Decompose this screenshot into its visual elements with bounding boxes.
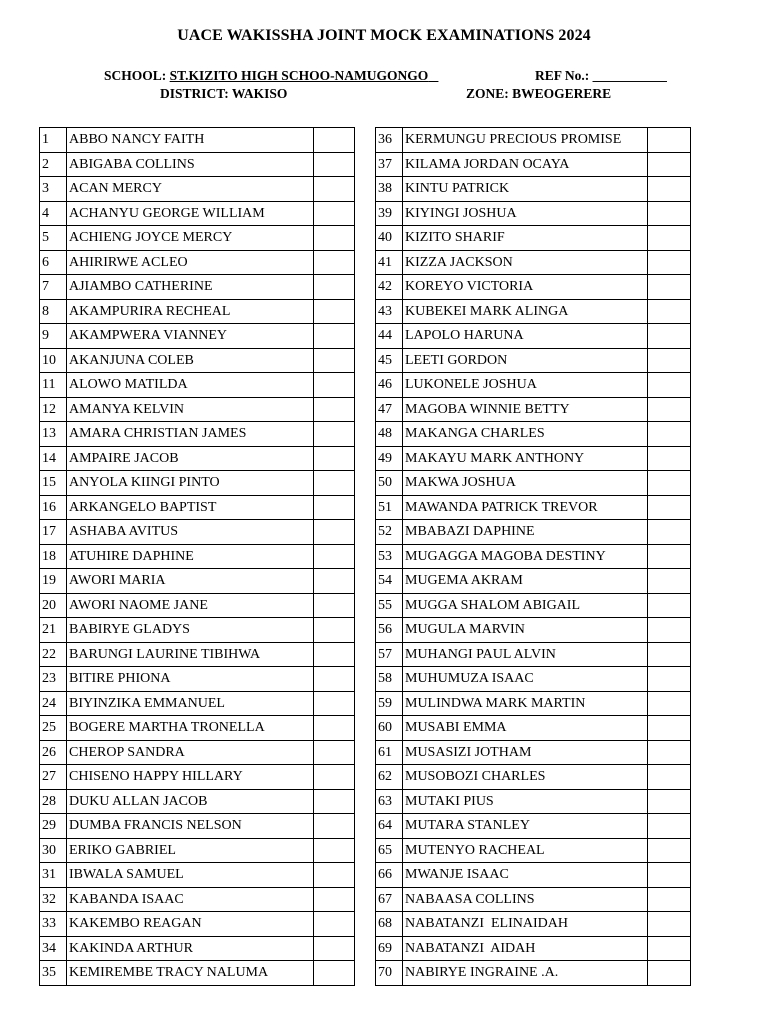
student-number: 57 [376, 642, 403, 667]
table-row [376, 397, 691, 422]
table-row [40, 667, 355, 692]
student-name: MULINDWA MARK MARTIN [403, 691, 648, 716]
blank-cell [314, 471, 355, 496]
table-row [40, 446, 355, 471]
student-name: LUKONELE JOSHUA [403, 373, 648, 398]
table-row [40, 961, 355, 986]
student-name: ALOWO MATILDA [67, 373, 314, 398]
ref-line [535, 68, 667, 84]
blank-cell [648, 348, 691, 373]
student-number: 31 [40, 863, 67, 888]
blank-cell [314, 740, 355, 765]
blank-cell [314, 520, 355, 545]
table-row [376, 373, 691, 398]
student-name: KABANDA ISAAC [67, 887, 314, 912]
table-row [376, 961, 691, 986]
student-name: MUHUMUZA ISAAC [403, 667, 648, 692]
student-name: AKAMPWERA VIANNEY [67, 324, 314, 349]
table-row [40, 152, 355, 177]
table-row [376, 691, 691, 716]
student-name: MUSASIZI JOTHAM [403, 740, 648, 765]
blank-cell [648, 177, 691, 202]
blank-cell [648, 716, 691, 741]
student-name: KERMUNGU PRECIOUS PROMISE [403, 128, 648, 153]
student-name: AMPAIRE JACOB [67, 446, 314, 471]
blank-cell [314, 961, 355, 986]
student-name: ARKANGELO BAPTIST [67, 495, 314, 520]
student-number: 40 [376, 226, 403, 251]
table-row [376, 250, 691, 275]
table-row [376, 642, 691, 667]
student-name: KAKEMBO REAGAN [67, 912, 314, 937]
student-number: 27 [40, 765, 67, 790]
student-name: MUTARA STANLEY [403, 814, 648, 839]
student-name: MWANJE ISAAC [403, 863, 648, 888]
blank-cell [648, 789, 691, 814]
table-row [376, 740, 691, 765]
blank-cell [648, 422, 691, 447]
table-row [40, 544, 355, 569]
blank-cell [314, 201, 355, 226]
student-name: KINTU PATRICK [403, 177, 648, 202]
student-name: KOREYO VICTORIA [403, 275, 648, 300]
blank-cell [314, 128, 355, 153]
blank-cell [314, 299, 355, 324]
student-number: 4 [40, 201, 67, 226]
blank-cell [648, 373, 691, 398]
student-number: 47 [376, 397, 403, 422]
student-name: NABATANZI ELINAIDAH [403, 912, 648, 937]
blank-cell [648, 397, 691, 422]
blank-cell [648, 691, 691, 716]
student-name: BARUNGI LAURINE TIBIHWA [67, 642, 314, 667]
student-number: 37 [376, 152, 403, 177]
student-name: DUMBA FRANCIS NELSON [67, 814, 314, 839]
student-number: 66 [376, 863, 403, 888]
student-number: 17 [40, 520, 67, 545]
table-row [376, 348, 691, 373]
blank-cell [648, 912, 691, 937]
table-row [376, 789, 691, 814]
student-number: 68 [376, 912, 403, 937]
blank-cell [648, 226, 691, 251]
blank-cell [648, 152, 691, 177]
blank-cell [314, 618, 355, 643]
school-label: SCHOOL: [104, 68, 167, 83]
blank-cell [648, 324, 691, 349]
student-number: 69 [376, 936, 403, 961]
table-row [376, 177, 691, 202]
student-number: 36 [376, 128, 403, 153]
student-number: 35 [40, 961, 67, 986]
table-row [40, 863, 355, 888]
table-row [376, 324, 691, 349]
blank-cell [648, 495, 691, 520]
table-row [376, 446, 691, 471]
table-row [40, 765, 355, 790]
student-name: MUGEMA AKRAM [403, 569, 648, 594]
blank-cell [314, 544, 355, 569]
blank-cell [648, 740, 691, 765]
table-row [40, 691, 355, 716]
blank-cell [314, 936, 355, 961]
student-number: 8 [40, 299, 67, 324]
student-number: 60 [376, 716, 403, 741]
student-number: 12 [40, 397, 67, 422]
student-name: LAPOLO HARUNA [403, 324, 648, 349]
blank-cell [648, 471, 691, 496]
table-row [40, 275, 355, 300]
student-name: MAGOBA WINNIE BETTY [403, 397, 648, 422]
table-row [376, 838, 691, 863]
table-row [40, 177, 355, 202]
student-name: NABAASA COLLINS [403, 887, 648, 912]
student-name: AHIRIRWE ACLEO [67, 250, 314, 275]
student-name: DUKU ALLAN JACOB [67, 789, 314, 814]
table-row [40, 814, 355, 839]
student-number: 41 [376, 250, 403, 275]
blank-cell [648, 642, 691, 667]
table-row [40, 716, 355, 741]
table-row [40, 471, 355, 496]
blank-cell [648, 299, 691, 324]
student-name: CHEROP SANDRA [67, 740, 314, 765]
student-number: 34 [40, 936, 67, 961]
table-row [40, 912, 355, 937]
student-name: NABIRYE INGRAINE .A. [403, 961, 648, 986]
student-number: 58 [376, 667, 403, 692]
blank-cell [648, 250, 691, 275]
blank-cell [314, 324, 355, 349]
table-row [40, 397, 355, 422]
blank-cell [648, 765, 691, 790]
blank-cell [648, 201, 691, 226]
student-name: MUGAGGA MAGOBA DESTINY [403, 544, 648, 569]
student-name: MAKANGA CHARLES [403, 422, 648, 447]
table-row [376, 593, 691, 618]
student-name: AMANYA KELVIN [67, 397, 314, 422]
table-row [376, 765, 691, 790]
table-row [376, 618, 691, 643]
blank-cell [648, 887, 691, 912]
student-number: 49 [376, 446, 403, 471]
blank-cell [314, 226, 355, 251]
table-row [40, 642, 355, 667]
blank-cell [314, 838, 355, 863]
student-name: ACHANYU GEORGE WILLIAM [67, 201, 314, 226]
zone-line [466, 86, 611, 102]
student-name: KIYINGI JOSHUA [403, 201, 648, 226]
student-number: 2 [40, 152, 67, 177]
student-name: ANYOLA KIINGI PINTO [67, 471, 314, 496]
student-name: ASHABA AVITUS [67, 520, 314, 545]
blank-cell [314, 789, 355, 814]
student-number: 3 [40, 177, 67, 202]
blank-cell [314, 275, 355, 300]
table-row [376, 936, 691, 961]
student-name: MUTENYO RACHEAL [403, 838, 648, 863]
table-row [376, 814, 691, 839]
blank-cell [314, 863, 355, 888]
table-row [376, 275, 691, 300]
student-number: 24 [40, 691, 67, 716]
blank-cell [648, 838, 691, 863]
table-row [376, 226, 691, 251]
table-row [376, 299, 691, 324]
student-number: 26 [40, 740, 67, 765]
blank-cell [314, 397, 355, 422]
student-number: 6 [40, 250, 67, 275]
student-name: AMARA CHRISTIAN JAMES [67, 422, 314, 447]
table-row [40, 373, 355, 398]
blank-cell [648, 544, 691, 569]
table-row [40, 887, 355, 912]
table-row [376, 667, 691, 692]
student-number: 61 [376, 740, 403, 765]
student-number: 29 [40, 814, 67, 839]
student-number: 53 [376, 544, 403, 569]
table-row [40, 128, 355, 153]
student-number: 50 [376, 471, 403, 496]
zone-value: BWEOGERERE [512, 86, 612, 101]
table-row [40, 250, 355, 275]
table-row [40, 838, 355, 863]
student-number: 13 [40, 422, 67, 447]
student-name: MAWANDA PATRICK TREVOR [403, 495, 648, 520]
student-name: KEMIREMBE TRACY NALUMA [67, 961, 314, 986]
table-row [376, 495, 691, 520]
table-row [376, 152, 691, 177]
student-name: KIZZA JACKSON [403, 250, 648, 275]
blank-cell [648, 569, 691, 594]
student-name: MUSABI EMMA [403, 716, 648, 741]
student-name: KAKINDA ARTHUR [67, 936, 314, 961]
student-name: MAKAYU MARK ANTHONY [403, 446, 648, 471]
table-row [40, 618, 355, 643]
student-name: MUSOBOZI CHARLES [403, 765, 648, 790]
blank-cell [314, 716, 355, 741]
table-row [40, 495, 355, 520]
student-name: MUGGA SHALOM ABIGAIL [403, 593, 648, 618]
table-row [376, 471, 691, 496]
student-number: 54 [376, 569, 403, 594]
district-value: WAKISO [231, 86, 288, 101]
student-number: 19 [40, 569, 67, 594]
district-line [160, 86, 287, 102]
student-name: BABIRYE GLADYS [67, 618, 314, 643]
blank-cell [648, 961, 691, 986]
table-row [40, 740, 355, 765]
blank-cell [314, 177, 355, 202]
student-number: 44 [376, 324, 403, 349]
student-name: ACAN MERCY [67, 177, 314, 202]
student-number: 14 [40, 446, 67, 471]
table-row [376, 887, 691, 912]
student-name: ABIGABA COLLINS [67, 152, 314, 177]
student-name: MUHANGI PAUL ALVIN [403, 642, 648, 667]
table-row [376, 544, 691, 569]
blank-cell [314, 348, 355, 373]
table-row [376, 569, 691, 594]
student-number: 9 [40, 324, 67, 349]
student-number: 46 [376, 373, 403, 398]
student-number: 48 [376, 422, 403, 447]
blank-cell [648, 667, 691, 692]
student-number: 18 [40, 544, 67, 569]
blank-cell [314, 765, 355, 790]
student-number: 30 [40, 838, 67, 863]
student-name: KIZITO SHARIF [403, 226, 648, 251]
student-number: 42 [376, 275, 403, 300]
student-number: 7 [40, 275, 67, 300]
blank-cell [314, 373, 355, 398]
student-number: 22 [40, 642, 67, 667]
student-number: 10 [40, 348, 67, 373]
blank-cell [314, 691, 355, 716]
blank-cell [314, 667, 355, 692]
blank-cell [314, 422, 355, 447]
student-name: AKANJUNA COLEB [67, 348, 314, 373]
student-name: AKAMPURIRA RECHEAL [67, 299, 314, 324]
student-name: BIYINZIKA EMMANUEL [67, 691, 314, 716]
student-number: 67 [376, 887, 403, 912]
ref-label: REF No.: [535, 68, 590, 83]
document-title: UACE WAKISSHA JOINT MOCK EXAMINATIONS 2024 [177, 27, 591, 44]
table-row [376, 201, 691, 226]
table-row [376, 520, 691, 545]
table-row [40, 348, 355, 373]
student-name: IBWALA SAMUEL [67, 863, 314, 888]
student-name: KILAMA JORDAN OCAYA [403, 152, 648, 177]
blank-cell [648, 520, 691, 545]
student-number: 45 [376, 348, 403, 373]
blank-cell [648, 593, 691, 618]
table-row [40, 936, 355, 961]
table-row [40, 593, 355, 618]
blank-cell [314, 152, 355, 177]
student-name: ERIKO GABRIEL [67, 838, 314, 863]
student-number: 56 [376, 618, 403, 643]
student-name: ACHIENG JOYCE MERCY [67, 226, 314, 251]
student-name: AWORI MARIA [67, 569, 314, 594]
student-name: ATUHIRE DAPHINE [67, 544, 314, 569]
table-row [40, 569, 355, 594]
student-name: BITIRE PHIONA [67, 667, 314, 692]
student-number: 32 [40, 887, 67, 912]
student-number: 23 [40, 667, 67, 692]
blank-cell [314, 250, 355, 275]
blank-cell [314, 495, 355, 520]
table-row [40, 789, 355, 814]
blank-cell [314, 814, 355, 839]
student-name: MUGULA MARVIN [403, 618, 648, 643]
student-number: 16 [40, 495, 67, 520]
student-number: 20 [40, 593, 67, 618]
student-name: KUBEKEI MARK ALINGA [403, 299, 648, 324]
blank-cell [314, 569, 355, 594]
zone-label: ZONE: [466, 86, 509, 101]
student-number: 52 [376, 520, 403, 545]
student-name: LEETI GORDON [403, 348, 648, 373]
blank-cell [314, 593, 355, 618]
blank-cell [648, 863, 691, 888]
district-label: DISTRICT: [160, 86, 229, 101]
blank-cell [648, 618, 691, 643]
table-row [40, 520, 355, 545]
student-number: 63 [376, 789, 403, 814]
student-number: 25 [40, 716, 67, 741]
table-row [376, 128, 691, 153]
blank-cell [648, 128, 691, 153]
student-name: MBABAZI DAPHINE [403, 520, 648, 545]
blank-cell [314, 887, 355, 912]
student-list-right [375, 127, 691, 986]
student-name: AWORI NAOME JANE [67, 593, 314, 618]
blank-cell [314, 446, 355, 471]
student-name: MUTAKI PIUS [403, 789, 648, 814]
student-number: 62 [376, 765, 403, 790]
table-row [40, 422, 355, 447]
blank-cell [648, 814, 691, 839]
student-number: 59 [376, 691, 403, 716]
student-name: ABBO NANCY FAITH [67, 128, 314, 153]
student-number: 1 [40, 128, 67, 153]
table-row [40, 324, 355, 349]
table-row [40, 201, 355, 226]
student-number: 5 [40, 226, 67, 251]
blank-cell [648, 936, 691, 961]
table-row [40, 226, 355, 251]
student-number: 11 [40, 373, 67, 398]
student-number: 39 [376, 201, 403, 226]
table-row [376, 716, 691, 741]
student-number: 51 [376, 495, 403, 520]
student-list-left [39, 127, 355, 986]
student-number: 65 [376, 838, 403, 863]
student-number: 55 [376, 593, 403, 618]
school-line [104, 68, 438, 84]
student-name: NABATANZI AIDAH [403, 936, 648, 961]
student-number: 28 [40, 789, 67, 814]
table-row [40, 299, 355, 324]
student-name: MAKWA JOSHUA [403, 471, 648, 496]
blank-cell [314, 642, 355, 667]
student-number: 70 [376, 961, 403, 986]
student-number: 38 [376, 177, 403, 202]
blank-cell [648, 446, 691, 471]
blank-cell [648, 275, 691, 300]
school-value: ST.KIZITO HIGH SCHOO-NAMUGONGO [169, 68, 429, 83]
student-number: 33 [40, 912, 67, 937]
student-number: 43 [376, 299, 403, 324]
student-name: BOGERE MARTHA TRONELLA [67, 716, 314, 741]
student-name: CHISENO HAPPY HILLARY [67, 765, 314, 790]
ref-value: ___________ [592, 68, 667, 83]
table-row [376, 863, 691, 888]
student-number: 64 [376, 814, 403, 839]
table-row [376, 422, 691, 447]
blank-cell [314, 912, 355, 937]
student-name: AJIAMBO CATHERINE [67, 275, 314, 300]
student-number: 21 [40, 618, 67, 643]
student-number: 15 [40, 471, 67, 496]
table-row [376, 912, 691, 937]
